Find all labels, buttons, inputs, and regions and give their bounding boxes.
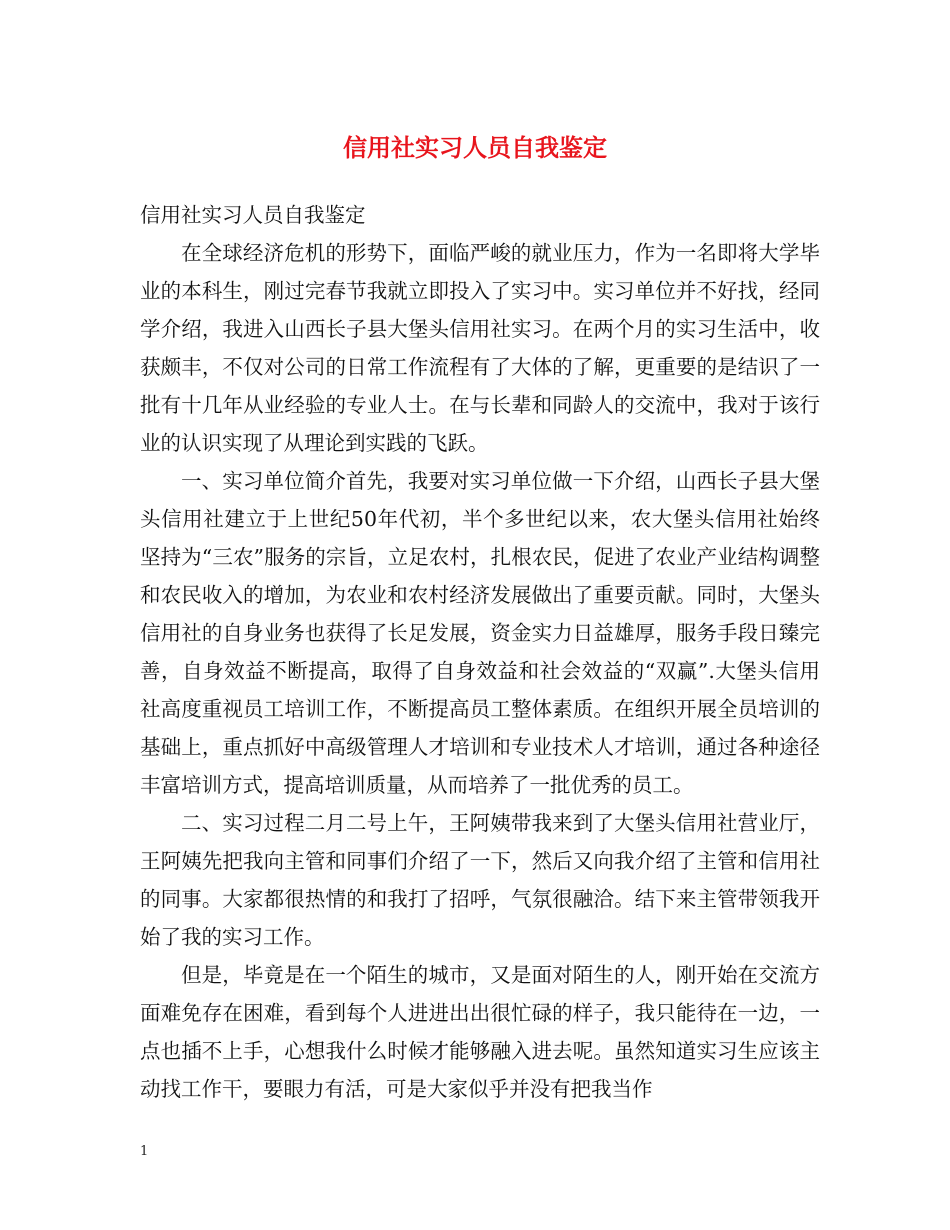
- paragraph-intro: 在全球经济危机的形势下，面临严峻的就业压力，作为一名即将大学毕业的本科生，刚过完春节我就立即投入了实习中。实习单位并不好找，经同学介绍，我进入山西长子县大堡头信用社实习。在两个月的实习生活中，收获颇丰，不仅对公司的日常工作流程有了大体的了解，更重要的是结识了一批有十几年从业经验的专业人士。在与长辈和同龄人的交流中，我对于该行业的认识实现了从理论到实践的飞跃。: [140, 241, 820, 455]
- page-number: 1: [140, 1144, 149, 1159]
- document-body: [140, 196, 820, 1108]
- paragraph-unit-introduction: 一、实习单位简介首先，我要对实习单位做一下介绍，山西长子县大堡头信用社建立于上世纪50年代初，半个多世纪以来，农大堡头信用社始终坚持为“三农”服务的宗旨，立足农村，扎根农民，促进了农业产业结构调整和农民收入的增加，为农业和农村经济发展做出了重要贡献。同时，大堡头信用社的自身业务也获得了长足发展，资金实力日益雄厚，服务手段日臻完善，自身效益不断提高，取得了自身效益和社会效益的“双赢”.大堡头信用社高度重视员工培训工作，不断提高员工整体素质。在组织开展全员培训的基础上，重点抓好中高级管理人才培训和专业技术人才培训，通过各种途径丰富培训方式，提高培训质量，从而培养了一批优秀的员工。: [140, 469, 820, 797]
- document-title: 信用社实习人员自我鉴定: [343, 134, 607, 162]
- document-subtitle: 信用社实习人员自我鉴定: [140, 203, 366, 227]
- paragraph-internship-process: 二、实习过程二月二号上午，王阿姨带我来到了大堡头信用社营业厅，王阿姨先把我向主管和同事们介绍了一下，然后又向我介绍了主管和信用社的同事。大家都很热情的和我打了招呼，气氛很融洽。结下来主管带领我开始了我的实习工作。: [140, 811, 820, 949]
- paragraph-initial-difficulties: 但是，毕竟是在一个陌生的城市，又是面对陌生的人，刚开始在交流方面难免存在困难，看到每个人进进出出很忙碌的样子，我只能待在一边，一点也插不上手，心想我什么时候才能够融入进去呢。虽然知道实习生应该主动找工作干，要眼力有活，可是大家似乎并没有把我当作: [140, 963, 820, 1101]
